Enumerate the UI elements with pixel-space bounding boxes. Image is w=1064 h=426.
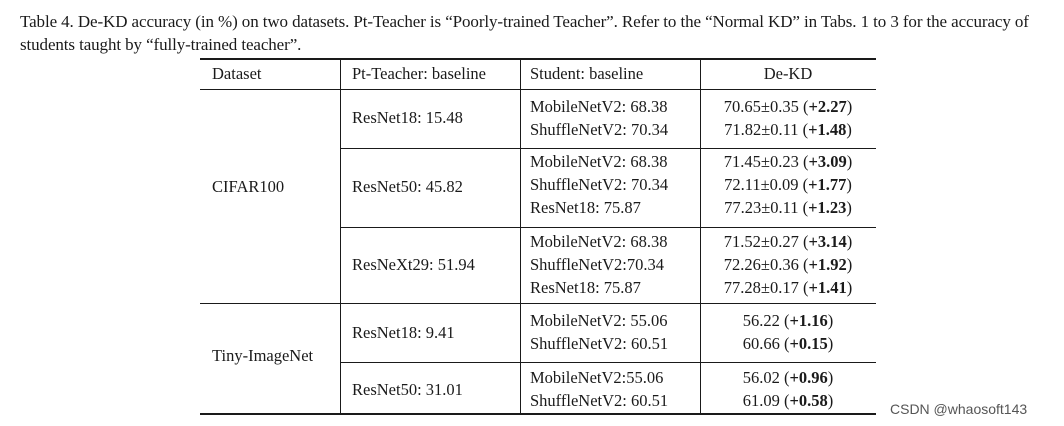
student-cell: ShuffleNetV2:70.34 [530,255,664,274]
dekd-cell: 56.02 (+0.96) [742,368,834,387]
header-dataset: Dataset [212,64,262,83]
teacher-resnet50-tiny: ResNet50: 31.01 [352,380,463,399]
header-teacher: Pt-Teacher: baseline [352,64,486,83]
dekd-cell: 71.82±0.11 (+1.48) [724,120,852,139]
student-cell: MobileNetV2: 68.38 [530,152,668,171]
student-cell: ResNet18: 75.87 [530,198,641,217]
tiny-group-rule [340,362,876,363]
watermark: CSDN @whaosoft143 [890,401,1028,417]
cifar-group-rule-1 [340,148,876,149]
student-cell: MobileNetV2: 55.06 [530,311,668,330]
student-cell: ShuffleNetV2: 70.34 [530,120,669,139]
column-divider-2 [520,59,521,414]
dataset-cifar100: CIFAR100 [212,177,285,196]
header-student: Student: baseline [530,64,644,83]
dekd-cell: 70.65±0.35 (+2.27) [723,97,853,116]
student-cell: MobileNetV2: 68.38 [530,232,668,251]
bottom-rule [200,413,876,415]
dataset-tiny-imagenet: Tiny-ImageNet [212,346,314,365]
student-cell: MobileNetV2: 68.38 [530,97,668,116]
top-rule [200,58,876,60]
header-rule [200,89,876,90]
dekd-cell: 71.52±0.27 (+3.14) [723,232,853,251]
teacher-resnet50-cifar: ResNet50: 45.82 [352,177,463,196]
teacher-resnet18-tiny: ResNet18: 9.41 [352,323,455,342]
student-cell: ShuffleNetV2: 70.34 [530,175,669,194]
dekd-cell: 61.09 (+0.58) [742,391,834,410]
student-cell: ShuffleNetV2: 60.51 [530,334,669,353]
teacher-resnet18-cifar: ResNet18: 15.48 [352,108,463,127]
dekd-cell: 72.26±0.36 (+1.92) [723,255,853,274]
dekd-cell: 77.23±0.11 (+1.23) [724,198,852,217]
column-divider-1 [340,59,341,414]
dekd-cell: 77.28±0.17 (+1.41) [723,278,853,297]
teacher-resnext29-cifar: ResNeXt29: 51.94 [352,255,475,274]
student-cell: ShuffleNetV2: 60.51 [530,391,669,410]
header-dekd: De-KD [763,64,813,83]
table-caption: Table 4. De-KD accuracy (in %) on two datasets. Pt-Teacher is “Poorly-trained Teacher”. Refer to the “Normal KD” in Tabs. 1 to 3 for the accuracy of students taught by “fully-trained teacher”. [20,12,1029,54]
student-cell: MobileNetV2:55.06 [530,368,664,387]
dekd-cell: 56.22 (+1.16) [742,311,834,330]
dekd-cell: 71.45±0.23 (+3.09) [723,152,853,171]
dataset-rule [200,303,876,304]
dekd-cell: 60.66 (+0.15) [742,334,834,353]
student-cell: ResNet18: 75.87 [530,278,641,297]
cifar-group-rule-2 [340,227,876,228]
dekd-cell: 72.11±0.09 (+1.77) [724,175,852,194]
